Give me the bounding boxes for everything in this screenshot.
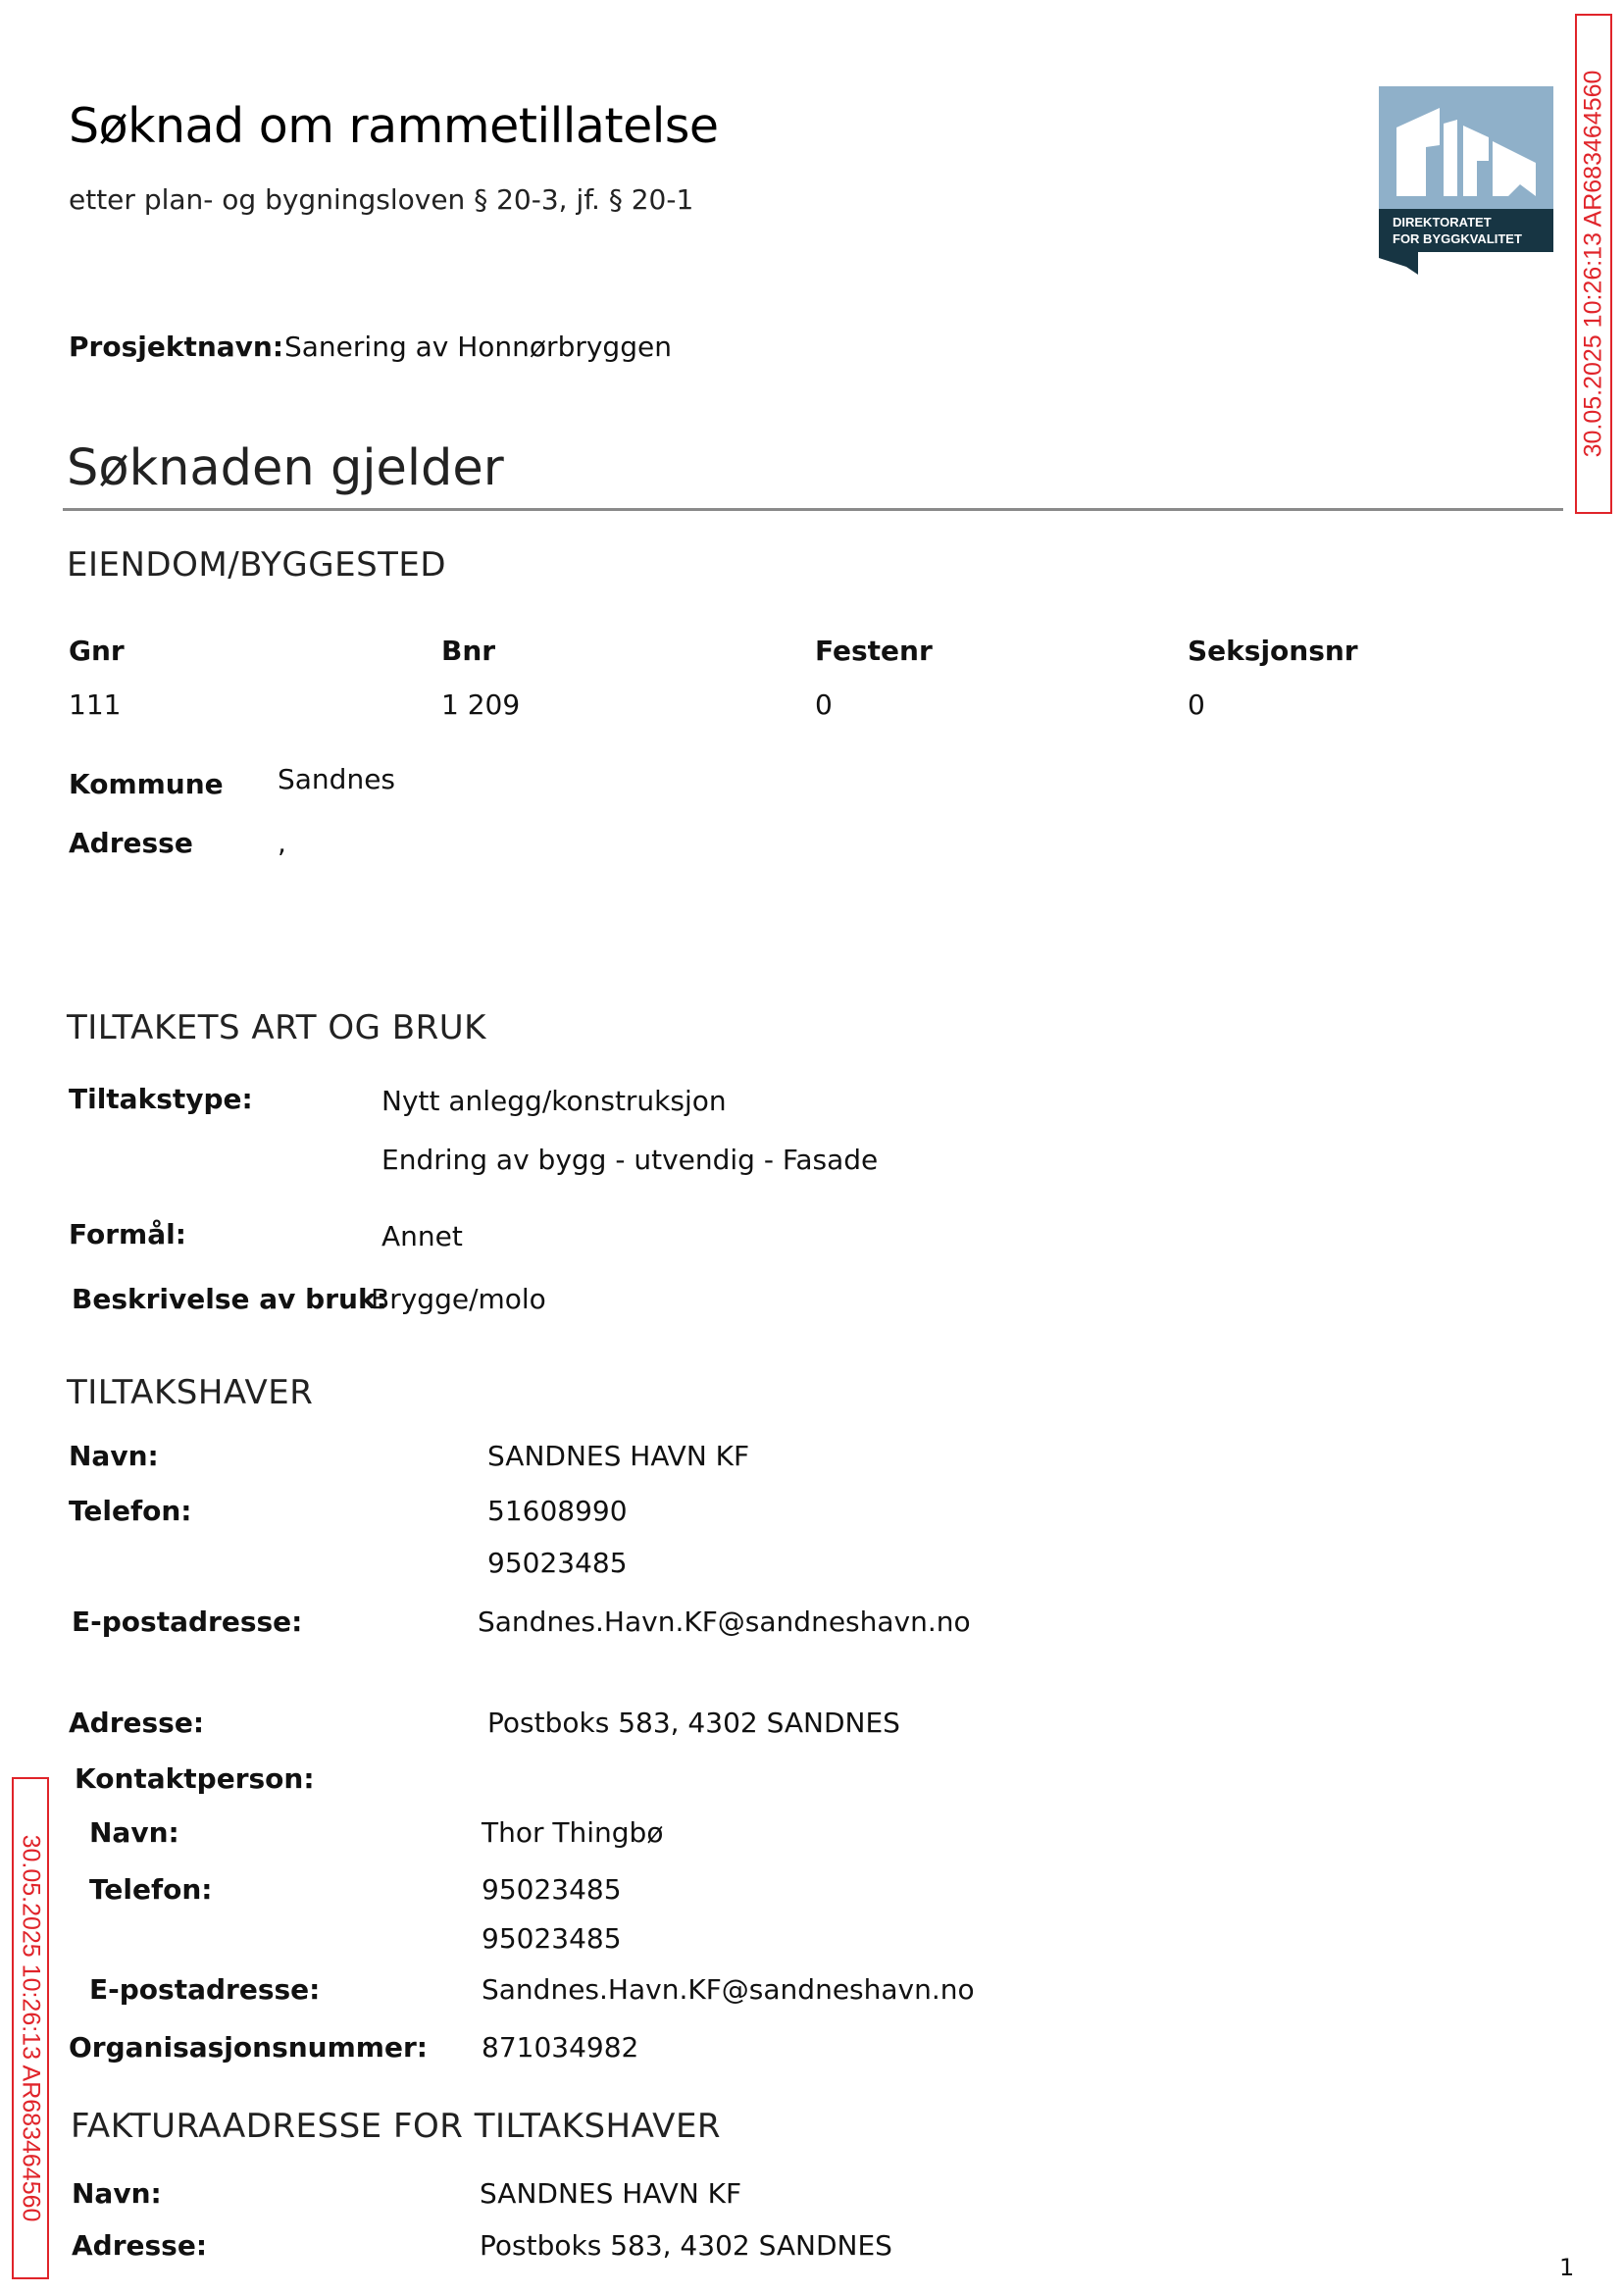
document-subtitle: etter plan- og bygningsloven § 20-3, jf. § 20-1 xyxy=(69,183,694,216)
owner-name-value: SANDNES HAVN KF xyxy=(487,1440,750,1472)
invoice-address-value: Postboks 583, 4302 SANDNES xyxy=(480,2229,892,2262)
bnr-label: Bnr xyxy=(441,635,496,667)
measure-heading: TILTAKETS ART OG BRUK xyxy=(67,1008,486,1047)
use-description-value: Brygge/molo xyxy=(371,1283,546,1315)
contact-person-label: Kontaktperson: xyxy=(75,1762,315,1795)
use-description-label: Beskrivelse av bruk: xyxy=(72,1283,387,1315)
invoice-name-label: Navn: xyxy=(72,2177,162,2210)
owner-phone-2: 95023485 xyxy=(487,1547,628,1579)
measure-type-1: Nytt anlegg/konstruksjon xyxy=(381,1085,727,1117)
document-title: Søknad om rammetillatelse xyxy=(69,98,719,154)
seksjonsnr-label: Seksjonsnr xyxy=(1188,635,1358,667)
project-name-label: Prosjektnavn: xyxy=(69,331,284,363)
section-divider xyxy=(63,508,1563,511)
property-address-label: Adresse xyxy=(69,827,193,859)
invoice-address-label: Adresse: xyxy=(72,2229,208,2262)
contact-email-label: E-postadresse: xyxy=(89,1973,321,2006)
stamp-text-left: 30.05.2025 10:26:13 AR683464560 xyxy=(17,1834,45,2222)
festenr-value: 0 xyxy=(815,688,833,721)
contact-phone-2: 95023485 xyxy=(482,1922,622,1955)
dibk-logo xyxy=(1379,86,1553,275)
owner-email-label: E-postadresse: xyxy=(72,1606,303,1638)
owner-heading: TILTAKSHAVER xyxy=(67,1373,314,1412)
municipality-label: Kommune xyxy=(69,768,224,800)
gnr-label: Gnr xyxy=(69,635,125,667)
property-address-value: , xyxy=(278,827,286,859)
project-name-value: Sanering av Honnørbryggen xyxy=(284,331,672,363)
owner-name-label: Navn: xyxy=(69,1440,159,1472)
purpose-value: Annet xyxy=(381,1220,463,1252)
contact-email-value: Sandnes.Havn.KF@sandneshavn.no xyxy=(482,1973,975,2006)
archive-stamp-right xyxy=(1575,14,1612,514)
gnr-value: 111 xyxy=(69,688,122,721)
festenr-label: Festenr xyxy=(815,635,933,667)
owner-phone-label: Telefon: xyxy=(69,1495,192,1527)
invoice-heading: FAKTURAADRESSE FOR TILTAKSHAVER xyxy=(71,2107,722,2146)
owner-phone-1: 51608990 xyxy=(487,1495,628,1527)
bnr-value: 1 209 xyxy=(441,688,521,721)
purpose-label: Formål: xyxy=(69,1218,186,1250)
logo-line-2: FOR BYGGKVALITET xyxy=(1393,231,1522,246)
municipality-value: Sandnes xyxy=(278,763,396,795)
contact-phone-label: Telefon: xyxy=(89,1873,213,1906)
org-number-label: Organisasjonsnummer: xyxy=(69,2031,428,2064)
contact-name-label: Navn: xyxy=(89,1816,179,1849)
seksjonsnr-value: 0 xyxy=(1188,688,1205,721)
archive-stamp-left xyxy=(12,1777,49,2279)
owner-email-value: Sandnes.Havn.KF@sandneshavn.no xyxy=(478,1606,971,1638)
measure-type-2: Endring av bygg - utvendig - Fasade xyxy=(381,1144,879,1176)
org-number-value: 871034982 xyxy=(482,2031,639,2064)
stamp-text-right: 30.05.2025 10:26:13 AR683464560 xyxy=(1579,70,1607,458)
contact-name-value: Thor Thingbø xyxy=(482,1816,664,1849)
owner-address-value: Postboks 583, 4302 SANDNES xyxy=(487,1707,900,1739)
page-number: 1 xyxy=(1559,2254,1575,2281)
logo-line-1: DIREKTORATET xyxy=(1393,215,1492,229)
contact-phone-1: 95023485 xyxy=(482,1873,622,1906)
invoice-name-value: SANDNES HAVN KF xyxy=(480,2177,742,2210)
measure-type-label: Tiltakstype: xyxy=(69,1083,253,1115)
applies-heading: Søknaden gjelder xyxy=(67,439,504,497)
owner-address-label: Adresse: xyxy=(69,1707,205,1739)
property-heading: EIENDOM/BYGGESTED xyxy=(67,545,447,585)
